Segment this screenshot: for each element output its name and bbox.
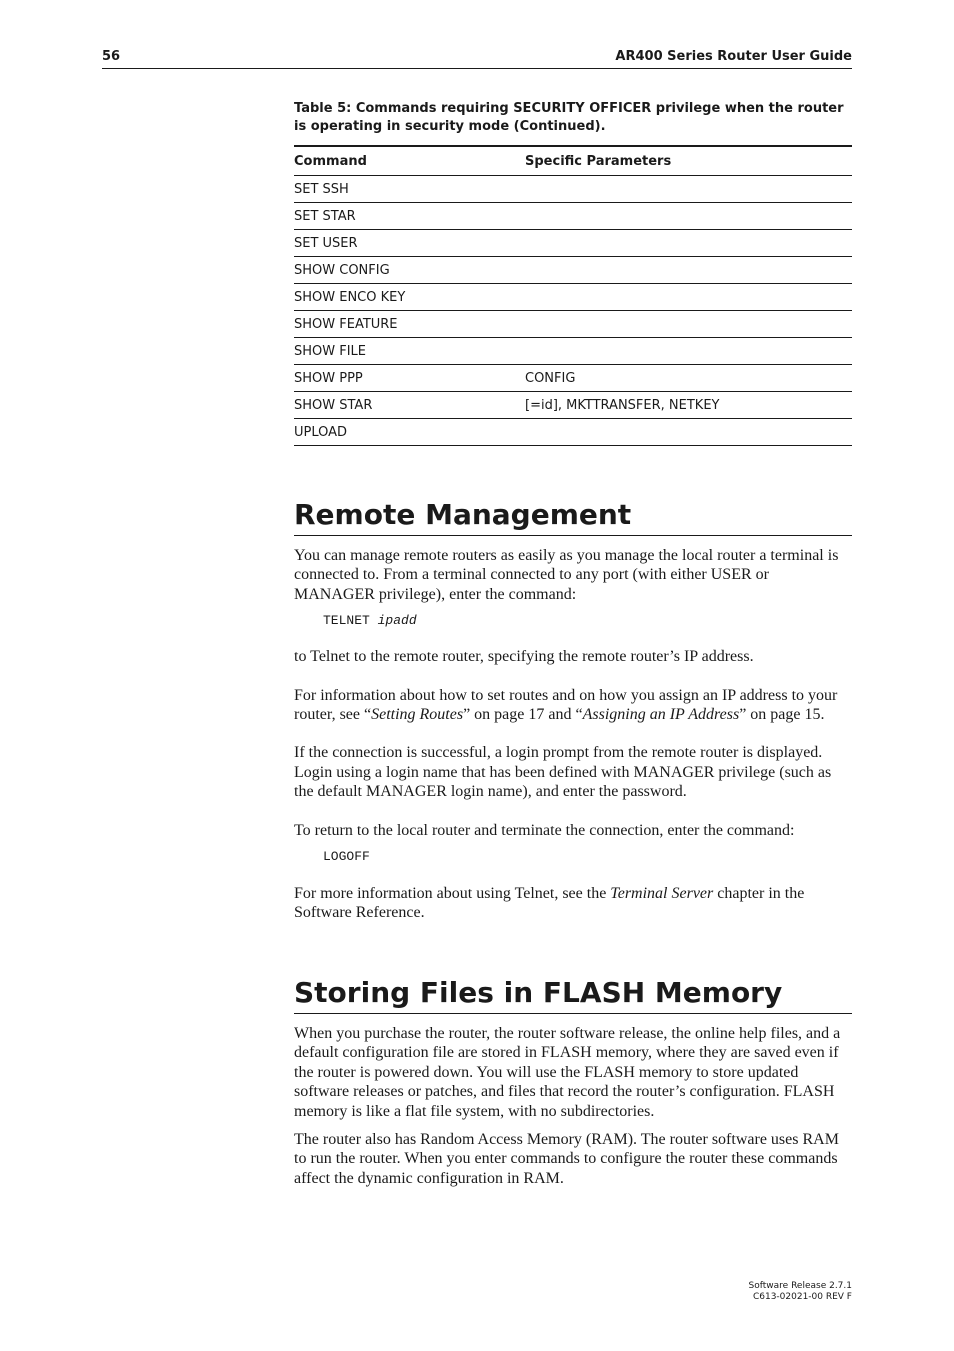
table-row — [294, 365, 852, 392]
table-row — [294, 392, 852, 419]
table-header-row — [294, 146, 852, 176]
remote-paragraph-5: To return to the local router and terminate the connection, enter the command: — [294, 821, 795, 839]
table-row — [294, 203, 852, 230]
flash-paragraph-1: When you purchase the router, the router software release, the online help files, and a default configuration file are stored in FLASH memory, where they are saved even if the router is powered down. You will use the FLASH memory to store updated software releases or patches, and files that record the router’s configuration. FLASH memory is like a flat file system, with no subdirectories. — [294, 1024, 841, 1120]
remote-paragraph-3-text-c: ” on page 15. — [739, 706, 825, 724]
cell-command: SET STAR — [294, 203, 525, 230]
xref-terminal-server: Terminal Server — [610, 885, 714, 903]
remote-paragraph-3 — [294, 686, 852, 725]
commands-table — [294, 145, 852, 446]
table-row — [294, 230, 852, 257]
document-id: C613-02021-00 REV F — [752, 1292, 852, 1302]
column-header-command: Command — [294, 146, 525, 176]
remote-paragraph-6 — [294, 884, 852, 923]
cell-command: UPLOAD — [294, 424, 348, 440]
table-row — [294, 311, 852, 338]
table-row — [294, 284, 852, 311]
guide-title: AR400 Series Router User Guide — [615, 49, 852, 64]
cell-parameters — [525, 176, 852, 203]
remote-paragraph-3-text-b: ” on page 17 and “ — [463, 706, 583, 724]
cell-parameters: CONFIG — [525, 365, 852, 392]
cell-command: SET SSH — [294, 176, 525, 203]
cell-parameters — [525, 230, 852, 257]
code-logoff: LOGOFF — [323, 849, 370, 865]
table-caption: Table 5: Commands requiring SECURITY OFFICER privilege when the router is operating in security mode (Continued). — [294, 101, 844, 134]
cell-parameters — [525, 284, 852, 311]
remote-paragraph-4: If the connection is successful, a login prompt from the remote router is displayed. Login using a login name that has been defined with MANAGER privilege (such as the default MANAGER login name), and enter the password. — [294, 744, 832, 801]
flash-paragraph-2: The router also has Random Access Memory (RAM). The router software uses RAM to run the router. When you enter commands to configure the router these commands affect the dynamic configuration in RAM. — [294, 1130, 839, 1187]
remote-paragraph-2: to Telnet to the remote router, specifying the remote router’s IP address. — [294, 648, 754, 666]
table-row — [294, 338, 852, 365]
code-telnet — [323, 613, 852, 628]
page-footer — [749, 1281, 852, 1303]
table-row — [294, 257, 852, 284]
cell-command: SHOW FILE — [294, 338, 525, 365]
remote-paragraph-6-text-a: For more information about using Telnet, see the — [294, 885, 611, 903]
code-telnet-argument: ipadd — [377, 613, 417, 629]
cell-parameters — [525, 419, 852, 446]
remote-paragraph-1: You can manage remote routers as easily as you manage the local router a terminal is connected to. From a terminal connected to any port (with either USER or MANAGER privilege), enter the command: — [294, 547, 839, 603]
remote-paragraph-6-text-b: chapter in the Software Reference. — [294, 885, 805, 922]
cell-command: SHOW FEATURE — [294, 311, 525, 338]
cell-command: SHOW CONFIG — [294, 257, 525, 284]
page-number: 56 — [102, 49, 121, 64]
cell-command: SET USER — [294, 230, 525, 257]
xref-setting-routes: Setting Routes — [371, 706, 464, 724]
software-release: Software Release 2.7.1 — [748, 1281, 852, 1291]
section-heading-remote-management: Remote Management — [294, 497, 852, 536]
table-row — [294, 419, 852, 446]
main-content — [294, 100, 852, 1188]
cell-parameters — [525, 311, 852, 338]
column-header-parameters: Specific Parameters — [525, 146, 852, 176]
cell-parameters — [525, 338, 852, 365]
cell-command: SHOW PPP — [294, 365, 525, 392]
cell-parameters — [525, 203, 852, 230]
page-header — [102, 48, 852, 69]
section-heading-flash-memory: Storing Files in FLASH Memory — [294, 975, 852, 1014]
xref-assigning-ip-address: Assigning an IP Address — [582, 706, 740, 724]
cell-parameters — [525, 257, 852, 284]
code-telnet-command: TELNET — [323, 613, 370, 629]
cell-command: SHOW ENCO KEY — [294, 284, 525, 311]
table-row — [294, 176, 852, 203]
remote-paragraph-3-text-a: For information about how to set routes and on how you assign an IP address to your router, see “ — [294, 686, 838, 724]
cell-command: SHOW STAR — [294, 392, 525, 419]
cell-parameters: [=id], MKTTRANSFER, NETKEY — [525, 392, 852, 419]
